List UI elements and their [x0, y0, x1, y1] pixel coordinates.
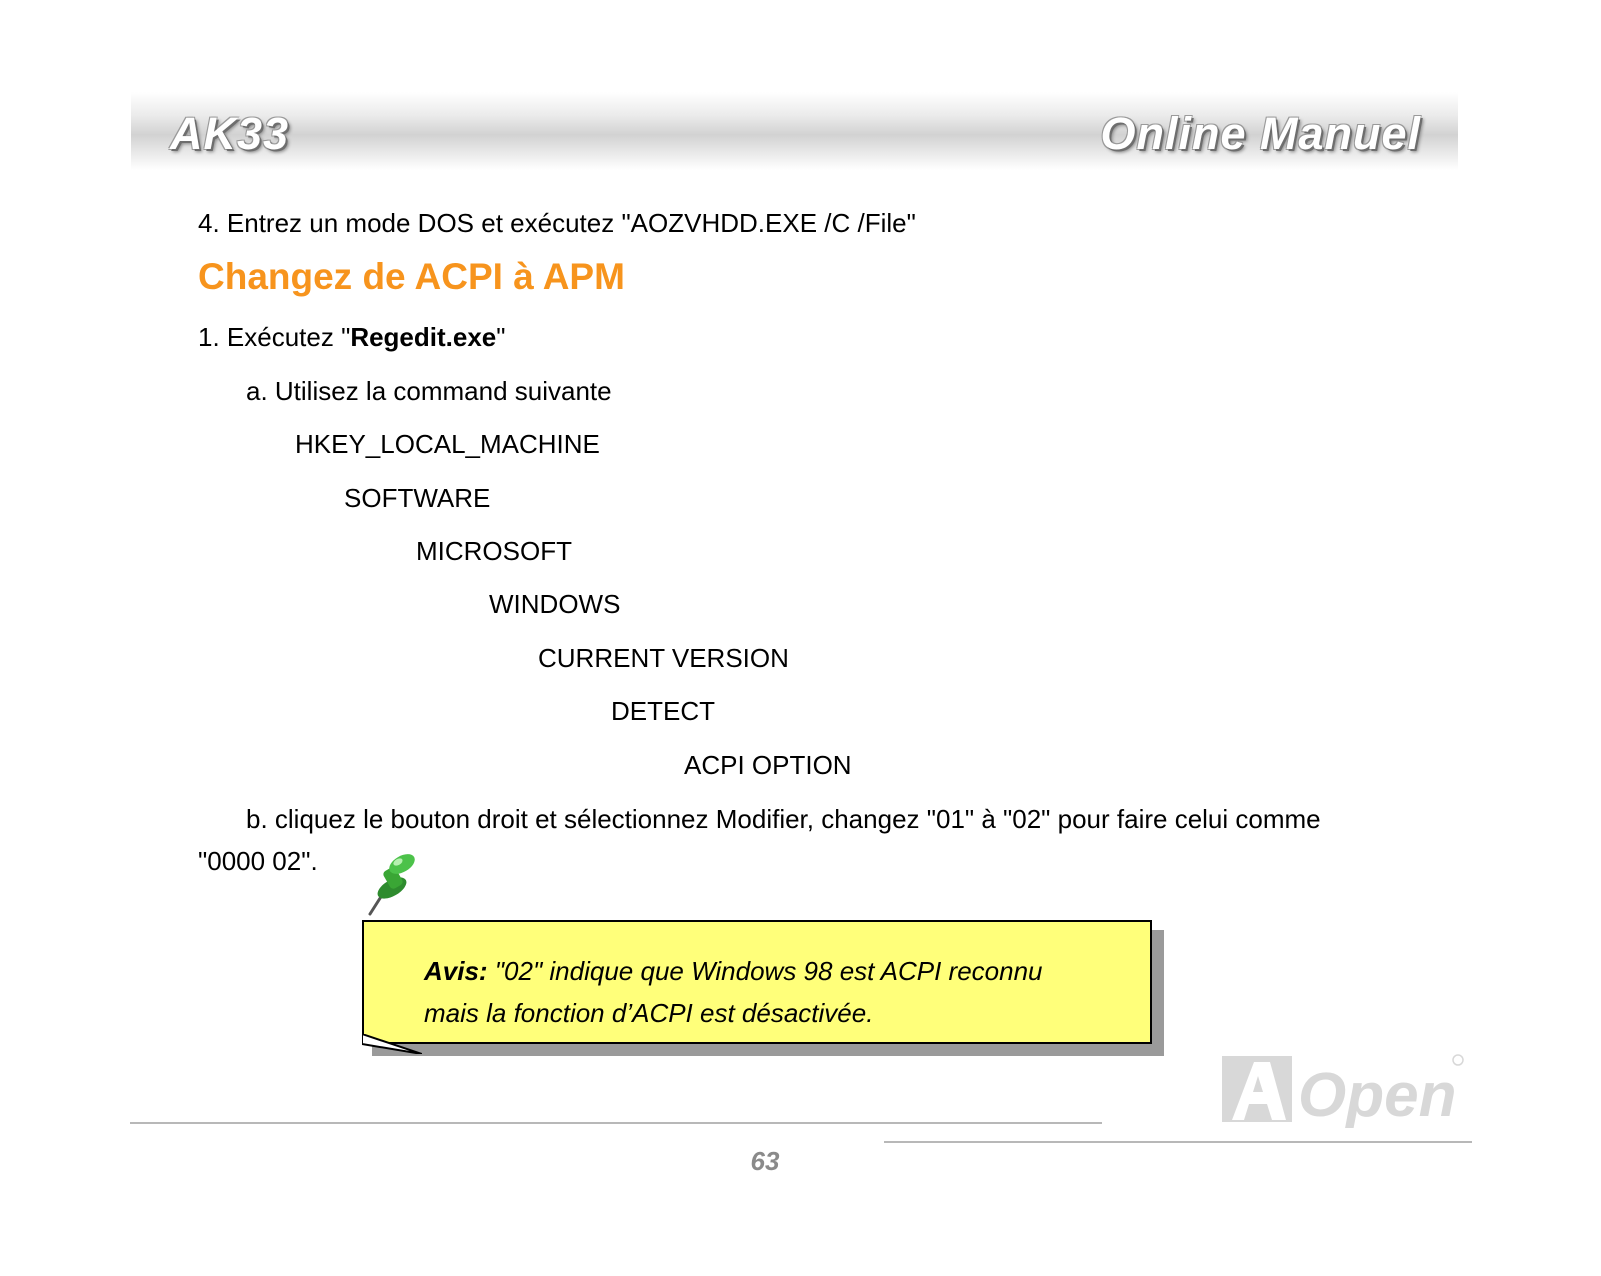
registry-key-current-version: CURRENT VERSION: [538, 643, 789, 673]
note-label: Avis:: [424, 956, 488, 986]
step-1-command: Regedit.exe: [350, 322, 497, 352]
aopen-logo: [1220, 1048, 1470, 1128]
pushpin-icon: [362, 852, 422, 916]
registry-key-windows: WINDOWS: [489, 589, 621, 619]
registry-key-detect: DETECT: [611, 696, 715, 726]
registry-key-hklm: HKEY_LOCAL_MACHINE: [295, 429, 600, 459]
sub-step-b-line-2: "0000 02".: [198, 846, 318, 876]
note-line-1: "02" indique que Windows 98 est ACPI reconnu: [487, 956, 1043, 986]
product-title: AK33: [170, 108, 290, 159]
step-1-text: [198, 322, 506, 352]
page-number: 63: [750, 1146, 780, 1176]
footer-divider-right: [884, 1141, 1472, 1143]
step-1-prefix: 1. Exécutez ": [198, 322, 351, 352]
step-4-text: 4. Entrez un mode DOS et exécutez "AOZVHDD.EXE /C /File": [198, 208, 916, 238]
registry-key-microsoft: MICROSOFT: [416, 536, 572, 566]
registry-key-acpi-option: ACPI OPTION: [684, 750, 852, 780]
section-title: Changez de ACPI à APM: [198, 256, 625, 297]
footer-divider-left: [130, 1122, 1102, 1124]
registry-key-software: SOFTWARE: [344, 483, 491, 513]
manual-title: Online Manuel: [1100, 108, 1421, 159]
aopen-logo-text: Open: [1298, 1061, 1457, 1128]
sub-step-a: a. Utilisez la command suivante: [246, 376, 612, 406]
step-1-suffix: ": [496, 322, 506, 352]
note-text: [424, 950, 1124, 1034]
note-line-2: mais la fonction d’ACPI est désactivée.: [424, 998, 874, 1028]
sub-step-b-line-1: b. cliquez le bouton droit et sélectionnez Modifier, changez "01" à "02" pour faire celui comme: [246, 804, 1321, 834]
note-corner-fold: [362, 1034, 422, 1054]
